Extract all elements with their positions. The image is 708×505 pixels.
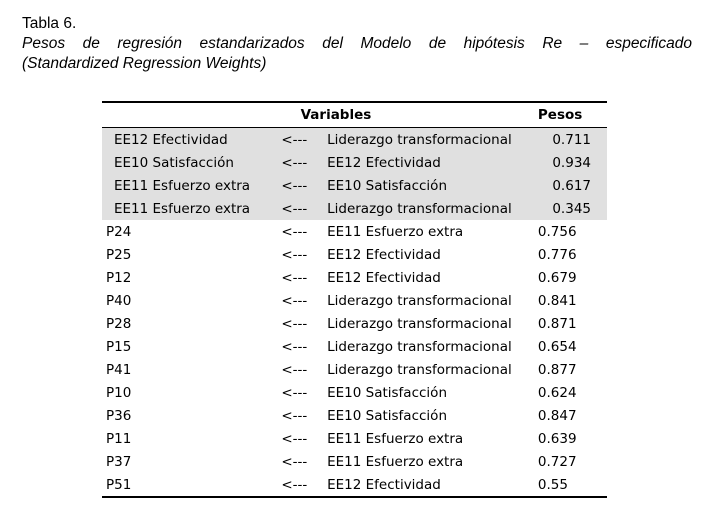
arrow-cell: <--- <box>281 430 308 447</box>
weight-cell: 0.55 <box>530 473 607 497</box>
weight-cell: 0.871 <box>537 315 577 332</box>
weight-cell: 0.345 <box>530 197 607 220</box>
table-subtitle: (Standardized Regression Weights) <box>22 55 267 72</box>
dependent-variable-cell: P36 <box>106 407 132 424</box>
independent-variable-cell: EE11 Esfuerzo extra <box>327 223 464 240</box>
table-row <box>102 381 607 404</box>
independent-variable-cell: Liderazgo transformacional <box>327 197 530 220</box>
independent-variable-cell: Liderazgo transformacional <box>327 292 512 309</box>
table-body <box>102 128 607 498</box>
independent-variable-cell: Liderazgo transformacional <box>327 361 512 378</box>
arrow-cell: <--- <box>271 174 327 197</box>
dependent-variable-cell: EE10 Satisfacción <box>102 151 271 174</box>
table-header-row <box>102 102 607 128</box>
table-row <box>102 358 607 381</box>
dependent-variable-cell: EE11 Esfuerzo extra <box>102 174 271 197</box>
arrow-cell: <--- <box>281 246 308 263</box>
weight-cell: 0.624 <box>537 384 577 401</box>
weight-cell: 0.711 <box>530 128 607 152</box>
weight-cell: 0.841 <box>537 292 577 309</box>
dependent-variable-cell: P24 <box>106 223 132 240</box>
table-row <box>102 289 607 312</box>
table-row <box>102 266 607 289</box>
weight-cell: 0.847 <box>537 407 577 424</box>
table-caption <box>22 14 692 74</box>
table-row <box>102 335 607 358</box>
dependent-variable-cell: P15 <box>106 338 132 355</box>
arrow-cell: <--- <box>281 338 308 355</box>
table-row <box>102 197 607 220</box>
arrow-cell: <--- <box>281 315 308 332</box>
arrow-cell: <--- <box>271 151 327 174</box>
independent-variable-cell: EE11 Esfuerzo extra <box>327 430 464 447</box>
arrow-cell: <--- <box>281 361 308 378</box>
table-label: Tabla 6. <box>22 15 77 32</box>
table-row <box>102 220 607 243</box>
dependent-variable-cell: P41 <box>106 361 132 378</box>
table-row <box>102 128 607 152</box>
independent-variable-cell: EE12 Efectividad <box>327 473 530 497</box>
arrow-cell: <--- <box>281 223 308 240</box>
independent-variable-cell: Liderazgo transformacional <box>327 315 512 332</box>
arrow-cell: <--- <box>281 407 308 424</box>
dependent-variable-cell: P11 <box>106 430 132 447</box>
table-row <box>102 151 607 174</box>
arrow-cell: <--- <box>271 473 327 497</box>
independent-variable-cell: EE12 Efectividad <box>327 269 441 286</box>
arrow-cell: <--- <box>281 453 308 470</box>
independent-variable-cell: EE10 Satisfacción <box>327 384 447 401</box>
header-weights: Pesos <box>530 102 607 128</box>
weight-cell: 0.934 <box>530 151 607 174</box>
arrow-cell: <--- <box>271 128 327 152</box>
table-row <box>102 404 607 427</box>
independent-variable-cell: EE10 Satisfacción <box>327 174 530 197</box>
weight-cell: 0.877 <box>537 361 577 378</box>
table-row <box>102 312 607 335</box>
table-row <box>102 174 607 197</box>
dependent-variable-cell: P28 <box>106 315 132 332</box>
weight-cell: 0.776 <box>537 246 577 263</box>
weight-cell: 0.727 <box>537 453 577 470</box>
arrow-cell: <--- <box>281 292 308 309</box>
dependent-variable-cell: P12 <box>106 269 132 286</box>
header-variables: Variables <box>102 102 530 128</box>
weight-cell: 0.654 <box>537 338 577 355</box>
dependent-variable-cell: P10 <box>106 384 132 401</box>
arrow-cell: <--- <box>271 197 327 220</box>
weight-cell: 0.679 <box>537 269 577 286</box>
dependent-variable-cell: EE11 Esfuerzo extra <box>102 197 271 220</box>
table-row <box>102 427 607 450</box>
regression-weights-table <box>102 101 607 498</box>
table-row <box>102 450 607 473</box>
weight-cell: 0.639 <box>537 430 577 447</box>
independent-variable-cell: Liderazgo transformacional <box>327 338 512 355</box>
independent-variable-cell: EE10 Satisfacción <box>327 407 447 424</box>
arrow-cell: <--- <box>281 384 308 401</box>
table-title: Pesos de regresión estandarizados del Modelo de hipótesis Re – especificado <box>22 35 692 52</box>
dependent-variable-cell: P37 <box>106 453 132 470</box>
independent-variable-cell: EE12 Efectividad <box>327 246 441 263</box>
weight-cell: 0.756 <box>537 223 577 240</box>
table-row <box>102 473 607 497</box>
dependent-variable-cell: EE12 Efectividad <box>102 128 271 152</box>
dependent-variable-cell: P40 <box>106 292 132 309</box>
table-row <box>102 243 607 266</box>
dependent-variable-cell: P25 <box>106 246 132 263</box>
dependent-variable-cell: P51 <box>102 473 271 497</box>
independent-variable-cell: EE11 Esfuerzo extra <box>327 453 464 470</box>
independent-variable-cell: Liderazgo transformacional <box>327 128 530 152</box>
arrow-cell: <--- <box>281 269 308 286</box>
independent-variable-cell: EE12 Efectividad <box>327 151 530 174</box>
weight-cell: 0.617 <box>530 174 607 197</box>
